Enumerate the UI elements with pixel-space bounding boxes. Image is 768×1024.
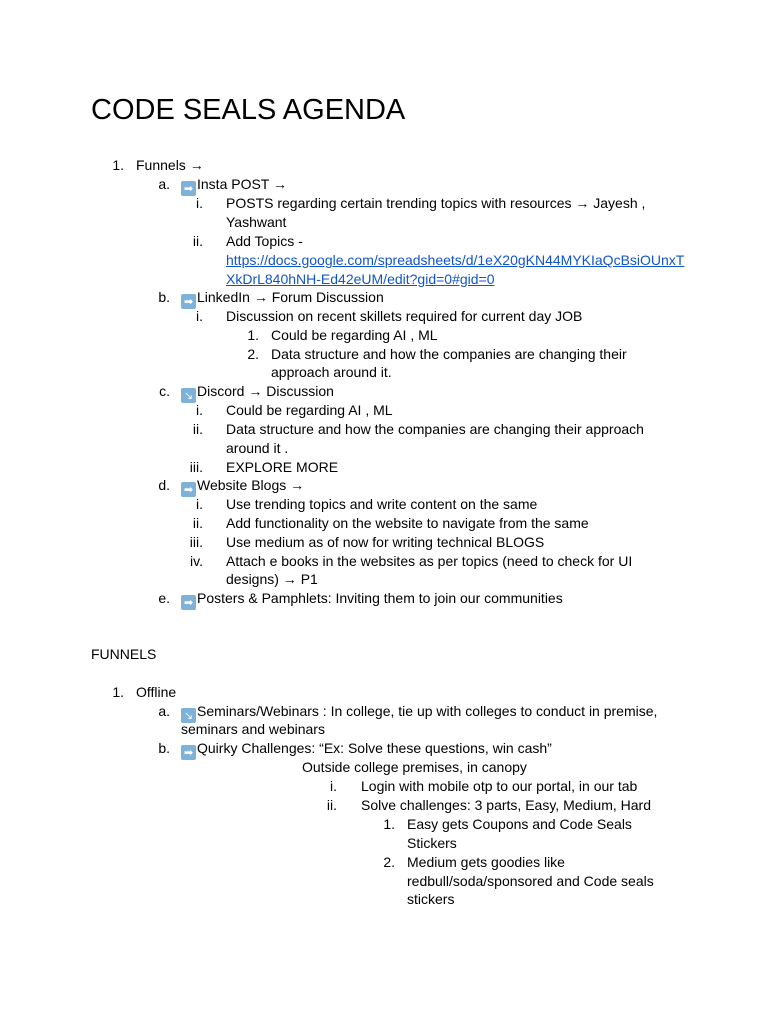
- list-item-data-structure: Data structure and how the companies are changing their approach: [226, 421, 644, 437]
- list-item-posts: POSTS regarding certain trending topics with resources → Jayesh ,: [226, 195, 646, 211]
- list-item-data-structure: Data structure and how the companies are changing their: [271, 346, 627, 362]
- list-letter: a.: [158, 176, 170, 192]
- list-item-insta-post: [181, 175, 287, 196]
- list-item-posters: [181, 589, 563, 610]
- list-item-label: Seminars/Webinars : In college, tie up with colleges to conduct in premise,: [197, 703, 658, 719]
- list-item-label: LinkedIn → Forum Discussion: [197, 289, 384, 305]
- list-letter: a.: [158, 703, 170, 719]
- list-roman: iv.: [190, 553, 203, 569]
- list-roman: i.: [196, 195, 203, 211]
- list-number: 2.: [383, 854, 395, 870]
- list-item-add-topics: Add Topics -: [226, 233, 303, 249]
- list-number: 1.: [247, 327, 259, 343]
- list-item-ebooks: Attach e books in the websites as per topics (need to check for UI: [226, 553, 633, 569]
- list-letter: d.: [158, 477, 170, 493]
- spreadsheet-link[interactable]: https://docs.google.com/spreadsheets/d/1eX20gKN44MYKIaQcBsiOUnxT: [226, 252, 685, 268]
- list-number: 1.: [112, 157, 124, 173]
- right-arrow-emoji-icon: ➡: [181, 294, 196, 309]
- list-item-funnels: Funnels →: [136, 157, 204, 173]
- list-item-canopy: Outside college premises, in canopy: [302, 759, 527, 775]
- list-item-label: Quirky Challenges: “Ex: Solve these questions, win cash”: [197, 740, 552, 756]
- list-item-discord: [181, 382, 334, 403]
- list-item-functionality: Add functionality on the website to navigate from the same: [226, 515, 589, 531]
- list-item-offline: Offline: [136, 684, 177, 700]
- list-item-website-blogs: [181, 476, 304, 497]
- list-roman: i.: [196, 496, 203, 512]
- list-roman: i.: [196, 402, 203, 418]
- document-title: CODE SEALS AGENDA: [91, 94, 406, 126]
- right-arrow-emoji-icon: ➡: [181, 482, 196, 497]
- list-item-data-structure-cont: approach around it.: [271, 364, 392, 380]
- list-roman: ii.: [192, 421, 203, 437]
- list-item-solve-challenges: Solve challenges: 3 parts, Easy, Medium, Hard: [361, 797, 651, 813]
- list-item-label: Website Blogs →: [197, 477, 305, 493]
- list-number: 2.: [247, 346, 259, 362]
- list-item-medium-goodies-cont: redbull/soda/sponsored and Code seals: [407, 873, 654, 889]
- list-item-ai-ml: Could be regarding AI , ML: [226, 402, 393, 418]
- list-letter: b.: [158, 289, 170, 305]
- list-item-seminars-cont: seminars and webinars: [181, 721, 325, 737]
- list-item-ai-ml: Could be regarding AI , ML: [271, 327, 438, 343]
- list-letter: c.: [159, 383, 170, 399]
- spreadsheet-link-cont[interactable]: XkDrL840hNH-Ed42eUM/edit?gid=0#gid=0: [226, 271, 495, 287]
- list-item-trending-topics: Use trending topics and write content on the same: [226, 496, 538, 512]
- list-item-discussion: Discussion on recent skillets required for current day JOB: [226, 308, 583, 324]
- right-arrow-emoji-icon: ➡: [181, 595, 196, 610]
- list-item-medium: Use medium as of now for writing technical BLOGS: [226, 534, 545, 550]
- right-arrow-emoji-icon: ➡: [181, 181, 196, 196]
- section-heading-funnels: FUNNELS: [91, 646, 157, 662]
- list-item-login: Login with mobile otp to our portal, in our tab: [361, 778, 638, 794]
- list-item-medium-goodies-cont2: stickers: [407, 891, 455, 907]
- list-item-label: Insta POST →: [197, 176, 287, 192]
- list-item-easy: Easy gets Coupons and Code Seals: [407, 816, 632, 832]
- list-number: 1.: [112, 684, 124, 700]
- list-item-quirky-challenges: [181, 739, 552, 760]
- right-arrow-emoji-icon: ➡: [181, 745, 196, 760]
- list-item-medium-goodies: Medium gets goodies like: [407, 854, 565, 870]
- list-item-posts-cont: Yashwant: [226, 214, 287, 230]
- list-roman: ii.: [192, 233, 203, 249]
- list-item-label: Discord → Discussion: [197, 383, 334, 399]
- list-roman: iii.: [189, 534, 203, 550]
- list-roman: iii.: [189, 459, 203, 475]
- down-right-arrow-emoji-icon: ↘: [181, 708, 196, 723]
- list-roman: ii.: [192, 515, 203, 531]
- list-number: 1.: [383, 816, 395, 832]
- list-item-easy-cont: Stickers: [407, 835, 457, 851]
- list-roman: i.: [330, 778, 337, 794]
- list-item-explore-more: EXPLORE MORE: [226, 459, 339, 475]
- list-letter: e.: [158, 590, 170, 606]
- list-item-ebooks-cont: designs) → P1: [226, 571, 318, 587]
- list-roman: ii.: [326, 797, 337, 813]
- list-item-data-structure-cont: around it .: [226, 440, 289, 456]
- down-right-arrow-emoji-icon: ↘: [181, 388, 196, 403]
- list-item-label: Posters & Pamphlets: Inviting them to join our communities: [197, 590, 563, 606]
- list-letter: b.: [158, 740, 170, 756]
- list-roman: i.: [196, 308, 203, 324]
- list-item-linkedin: [181, 288, 384, 309]
